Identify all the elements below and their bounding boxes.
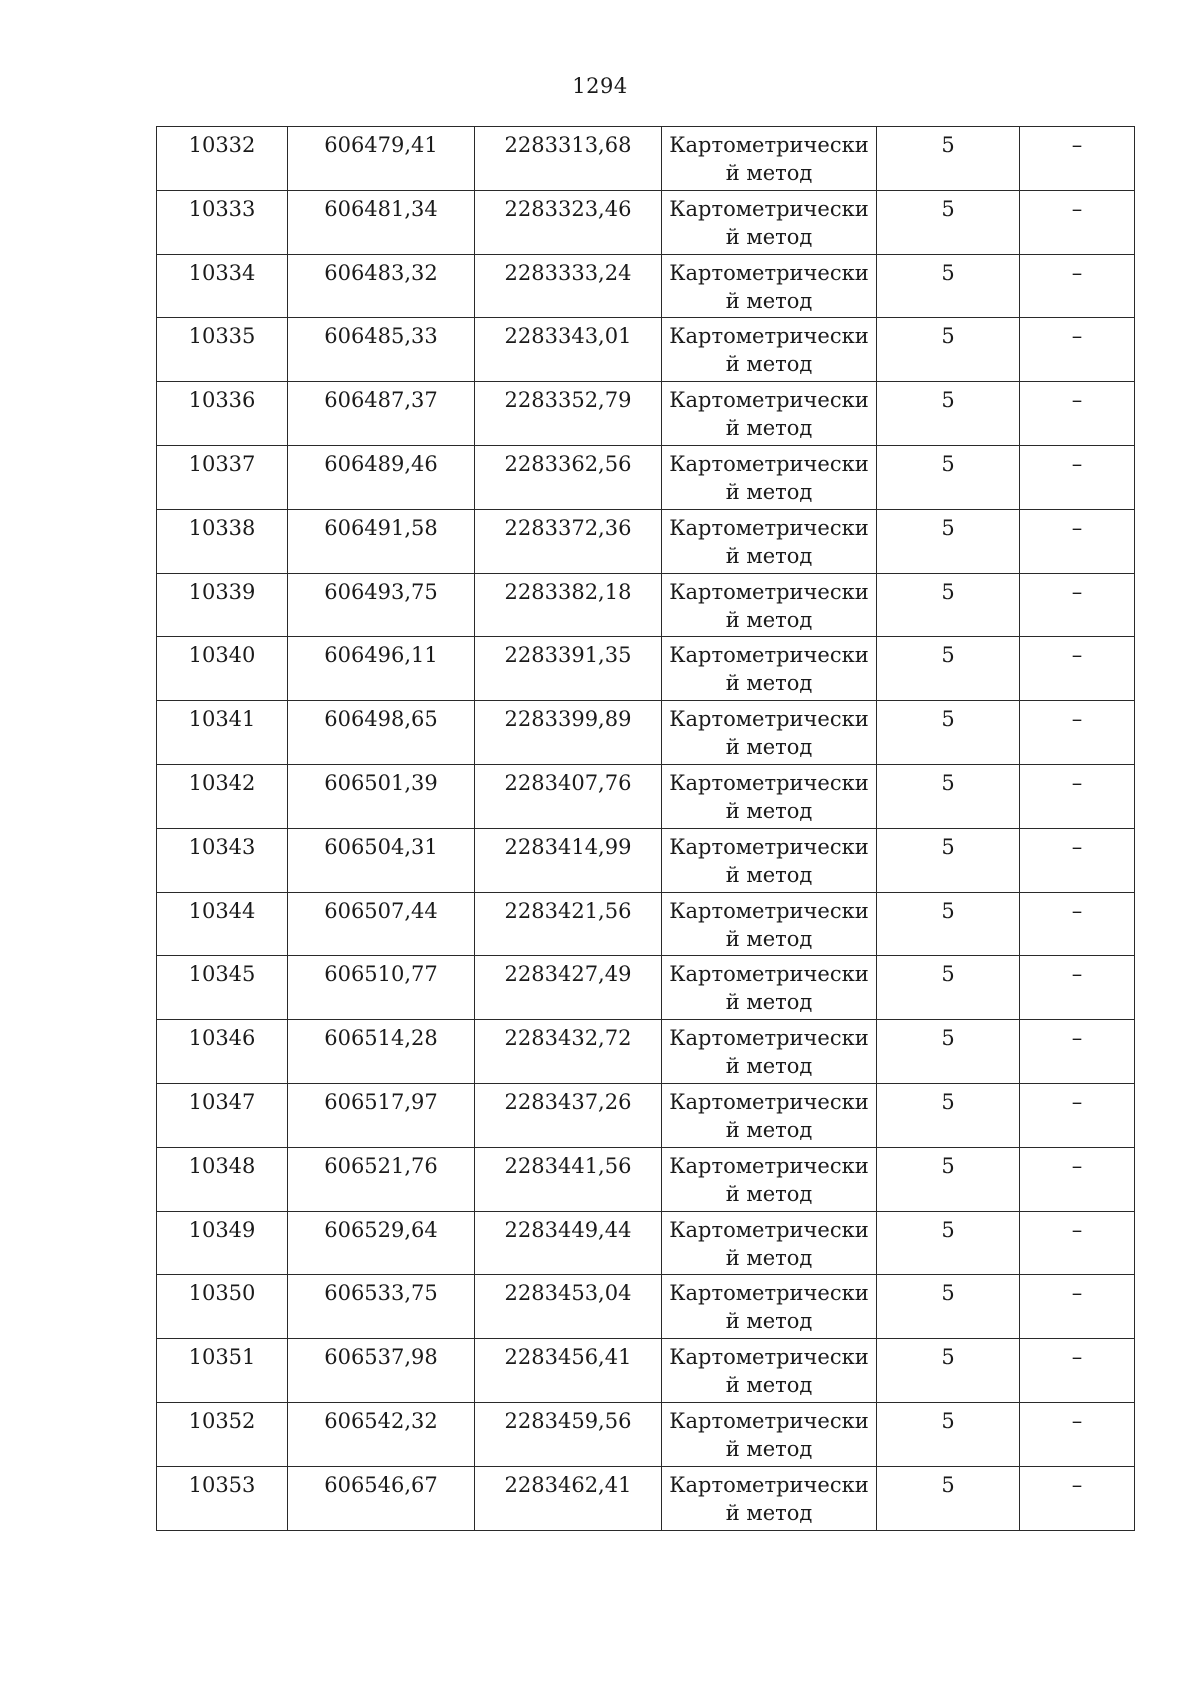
y-coordinate-cell: 2283333,24 [475,254,662,318]
method-cell: Картометрически й метод [662,892,877,956]
note-cell: – [1020,573,1135,637]
method-cell: Картометрически й метод [662,828,877,892]
point-number-cell: 10344 [157,892,288,956]
point-number-cell: 10335 [157,318,288,382]
x-coordinate-cell: 606529,64 [288,1211,475,1275]
point-number-cell: 10353 [157,1466,288,1530]
y-coordinate-cell: 2283407,76 [475,764,662,828]
point-number-cell: 10352 [157,1402,288,1466]
note-cell: – [1020,1275,1135,1339]
note-cell: – [1020,1020,1135,1084]
method-cell: Картометрически й метод [662,509,877,573]
accuracy-cell: 5 [877,828,1020,892]
table-row [157,318,1135,382]
point-number-cell: 10348 [157,1147,288,1211]
coordinates-table-body [157,127,1135,1531]
point-number-cell: 10345 [157,956,288,1020]
page-number: 1294 [572,74,628,98]
note-cell: – [1020,127,1135,191]
coordinates-table [156,126,1135,1531]
note-cell: – [1020,1147,1135,1211]
note-cell: – [1020,445,1135,509]
accuracy-cell: 5 [877,1466,1020,1530]
point-number-cell: 10338 [157,509,288,573]
table-row [157,764,1135,828]
table-row [157,1339,1135,1403]
point-number-cell: 10347 [157,1083,288,1147]
method-cell: Картометрически й метод [662,573,877,637]
table-row [157,382,1135,446]
accuracy-cell: 5 [877,701,1020,765]
point-number-cell: 10351 [157,1339,288,1403]
x-coordinate-cell: 606514,28 [288,1020,475,1084]
table-row [157,445,1135,509]
x-coordinate-cell: 606517,97 [288,1083,475,1147]
table-row [157,1020,1135,1084]
x-coordinate-cell: 606510,77 [288,956,475,1020]
note-cell: – [1020,1339,1135,1403]
x-coordinate-cell: 606485,33 [288,318,475,382]
accuracy-cell: 5 [877,318,1020,382]
x-coordinate-cell: 606481,34 [288,190,475,254]
x-coordinate-cell: 606487,37 [288,382,475,446]
x-coordinate-cell: 606493,75 [288,573,475,637]
method-cell: Картометрически й метод [662,445,877,509]
x-coordinate-cell: 606489,46 [288,445,475,509]
point-number-cell: 10341 [157,701,288,765]
method-cell: Картометрически й метод [662,1147,877,1211]
x-coordinate-cell: 606479,41 [288,127,475,191]
note-cell: – [1020,1083,1135,1147]
method-cell: Картометрически й метод [662,1020,877,1084]
note-cell: – [1020,892,1135,956]
y-coordinate-cell: 2283313,68 [475,127,662,191]
accuracy-cell: 5 [877,637,1020,701]
x-coordinate-cell: 606501,39 [288,764,475,828]
y-coordinate-cell: 2283343,01 [475,318,662,382]
method-cell: Картометрически й метод [662,127,877,191]
note-cell: – [1020,1402,1135,1466]
point-number-cell: 10336 [157,382,288,446]
point-number-cell: 10339 [157,573,288,637]
y-coordinate-cell: 2283462,41 [475,1466,662,1530]
note-cell: – [1020,956,1135,1020]
method-cell: Картометрически й метод [662,1402,877,1466]
method-cell: Картометрически й метод [662,1083,877,1147]
note-cell: – [1020,764,1135,828]
note-cell: – [1020,701,1135,765]
y-coordinate-cell: 2283382,18 [475,573,662,637]
x-coordinate-cell: 606491,58 [288,509,475,573]
y-coordinate-cell: 2283362,56 [475,445,662,509]
accuracy-cell: 5 [877,1020,1020,1084]
accuracy-cell: 5 [877,764,1020,828]
method-cell: Картометрически й метод [662,701,877,765]
method-cell: Картометрически й метод [662,1466,877,1530]
note-cell: – [1020,318,1135,382]
method-cell: Картометрически й метод [662,254,877,318]
table-row [157,828,1135,892]
x-coordinate-cell: 606507,44 [288,892,475,956]
accuracy-cell: 5 [877,1083,1020,1147]
point-number-cell: 10342 [157,764,288,828]
method-cell: Картометрически й метод [662,382,877,446]
point-number-cell: 10350 [157,1275,288,1339]
table-row [157,956,1135,1020]
y-coordinate-cell: 2283449,44 [475,1211,662,1275]
accuracy-cell: 5 [877,445,1020,509]
accuracy-cell: 5 [877,1147,1020,1211]
y-coordinate-cell: 2283427,49 [475,956,662,1020]
table-row [157,254,1135,318]
accuracy-cell: 5 [877,190,1020,254]
note-cell: – [1020,382,1135,446]
y-coordinate-cell: 2283372,36 [475,509,662,573]
y-coordinate-cell: 2283391,35 [475,637,662,701]
method-cell: Картометрически й метод [662,1339,877,1403]
point-number-cell: 10346 [157,1020,288,1084]
method-cell: Картометрически й метод [662,637,877,701]
x-coordinate-cell: 606537,98 [288,1339,475,1403]
accuracy-cell: 5 [877,573,1020,637]
accuracy-cell: 5 [877,956,1020,1020]
method-cell: Картометрически й метод [662,1211,877,1275]
y-coordinate-cell: 2283453,04 [475,1275,662,1339]
table-row [157,701,1135,765]
point-number-cell: 10334 [157,254,288,318]
point-number-cell: 10343 [157,828,288,892]
y-coordinate-cell: 2283441,56 [475,1147,662,1211]
note-cell: – [1020,509,1135,573]
y-coordinate-cell: 2283399,89 [475,701,662,765]
note-cell: – [1020,637,1135,701]
y-coordinate-cell: 2283437,26 [475,1083,662,1147]
table-row [157,637,1135,701]
method-cell: Картометрически й метод [662,764,877,828]
point-number-cell: 10333 [157,190,288,254]
accuracy-cell: 5 [877,892,1020,956]
accuracy-cell: 5 [877,1275,1020,1339]
table-row [157,1083,1135,1147]
table-row [157,190,1135,254]
point-number-cell: 10340 [157,637,288,701]
y-coordinate-cell: 2283432,72 [475,1020,662,1084]
y-coordinate-cell: 2283352,79 [475,382,662,446]
accuracy-cell: 5 [877,1211,1020,1275]
table-row [157,1466,1135,1530]
y-coordinate-cell: 2283414,99 [475,828,662,892]
x-coordinate-cell: 606498,65 [288,701,475,765]
table-row [157,127,1135,191]
y-coordinate-cell: 2283323,46 [475,190,662,254]
accuracy-cell: 5 [877,1339,1020,1403]
point-number-cell: 10349 [157,1211,288,1275]
y-coordinate-cell: 2283459,56 [475,1402,662,1466]
table-row [157,892,1135,956]
x-coordinate-cell: 606521,76 [288,1147,475,1211]
x-coordinate-cell: 606496,11 [288,637,475,701]
note-cell: – [1020,190,1135,254]
point-number-cell: 10337 [157,445,288,509]
x-coordinate-cell: 606483,32 [288,254,475,318]
y-coordinate-cell: 2283421,56 [475,892,662,956]
accuracy-cell: 5 [877,1402,1020,1466]
table-row [157,1147,1135,1211]
note-cell: – [1020,1466,1135,1530]
y-coordinate-cell: 2283456,41 [475,1339,662,1403]
table-row [157,1211,1135,1275]
accuracy-cell: 5 [877,254,1020,318]
point-number-cell: 10332 [157,127,288,191]
x-coordinate-cell: 606542,32 [288,1402,475,1466]
table-row [157,1402,1135,1466]
accuracy-cell: 5 [877,127,1020,191]
note-cell: – [1020,254,1135,318]
x-coordinate-cell: 606504,31 [288,828,475,892]
table-row [157,573,1135,637]
table-row [157,1275,1135,1339]
accuracy-cell: 5 [877,509,1020,573]
x-coordinate-cell: 606533,75 [288,1275,475,1339]
x-coordinate-cell: 606546,67 [288,1466,475,1530]
method-cell: Картометрически й метод [662,190,877,254]
note-cell: – [1020,828,1135,892]
method-cell: Картометрически й метод [662,1275,877,1339]
note-cell: – [1020,1211,1135,1275]
accuracy-cell: 5 [877,382,1020,446]
method-cell: Картометрически й метод [662,318,877,382]
table-row [157,509,1135,573]
method-cell: Картометрически й метод [662,956,877,1020]
